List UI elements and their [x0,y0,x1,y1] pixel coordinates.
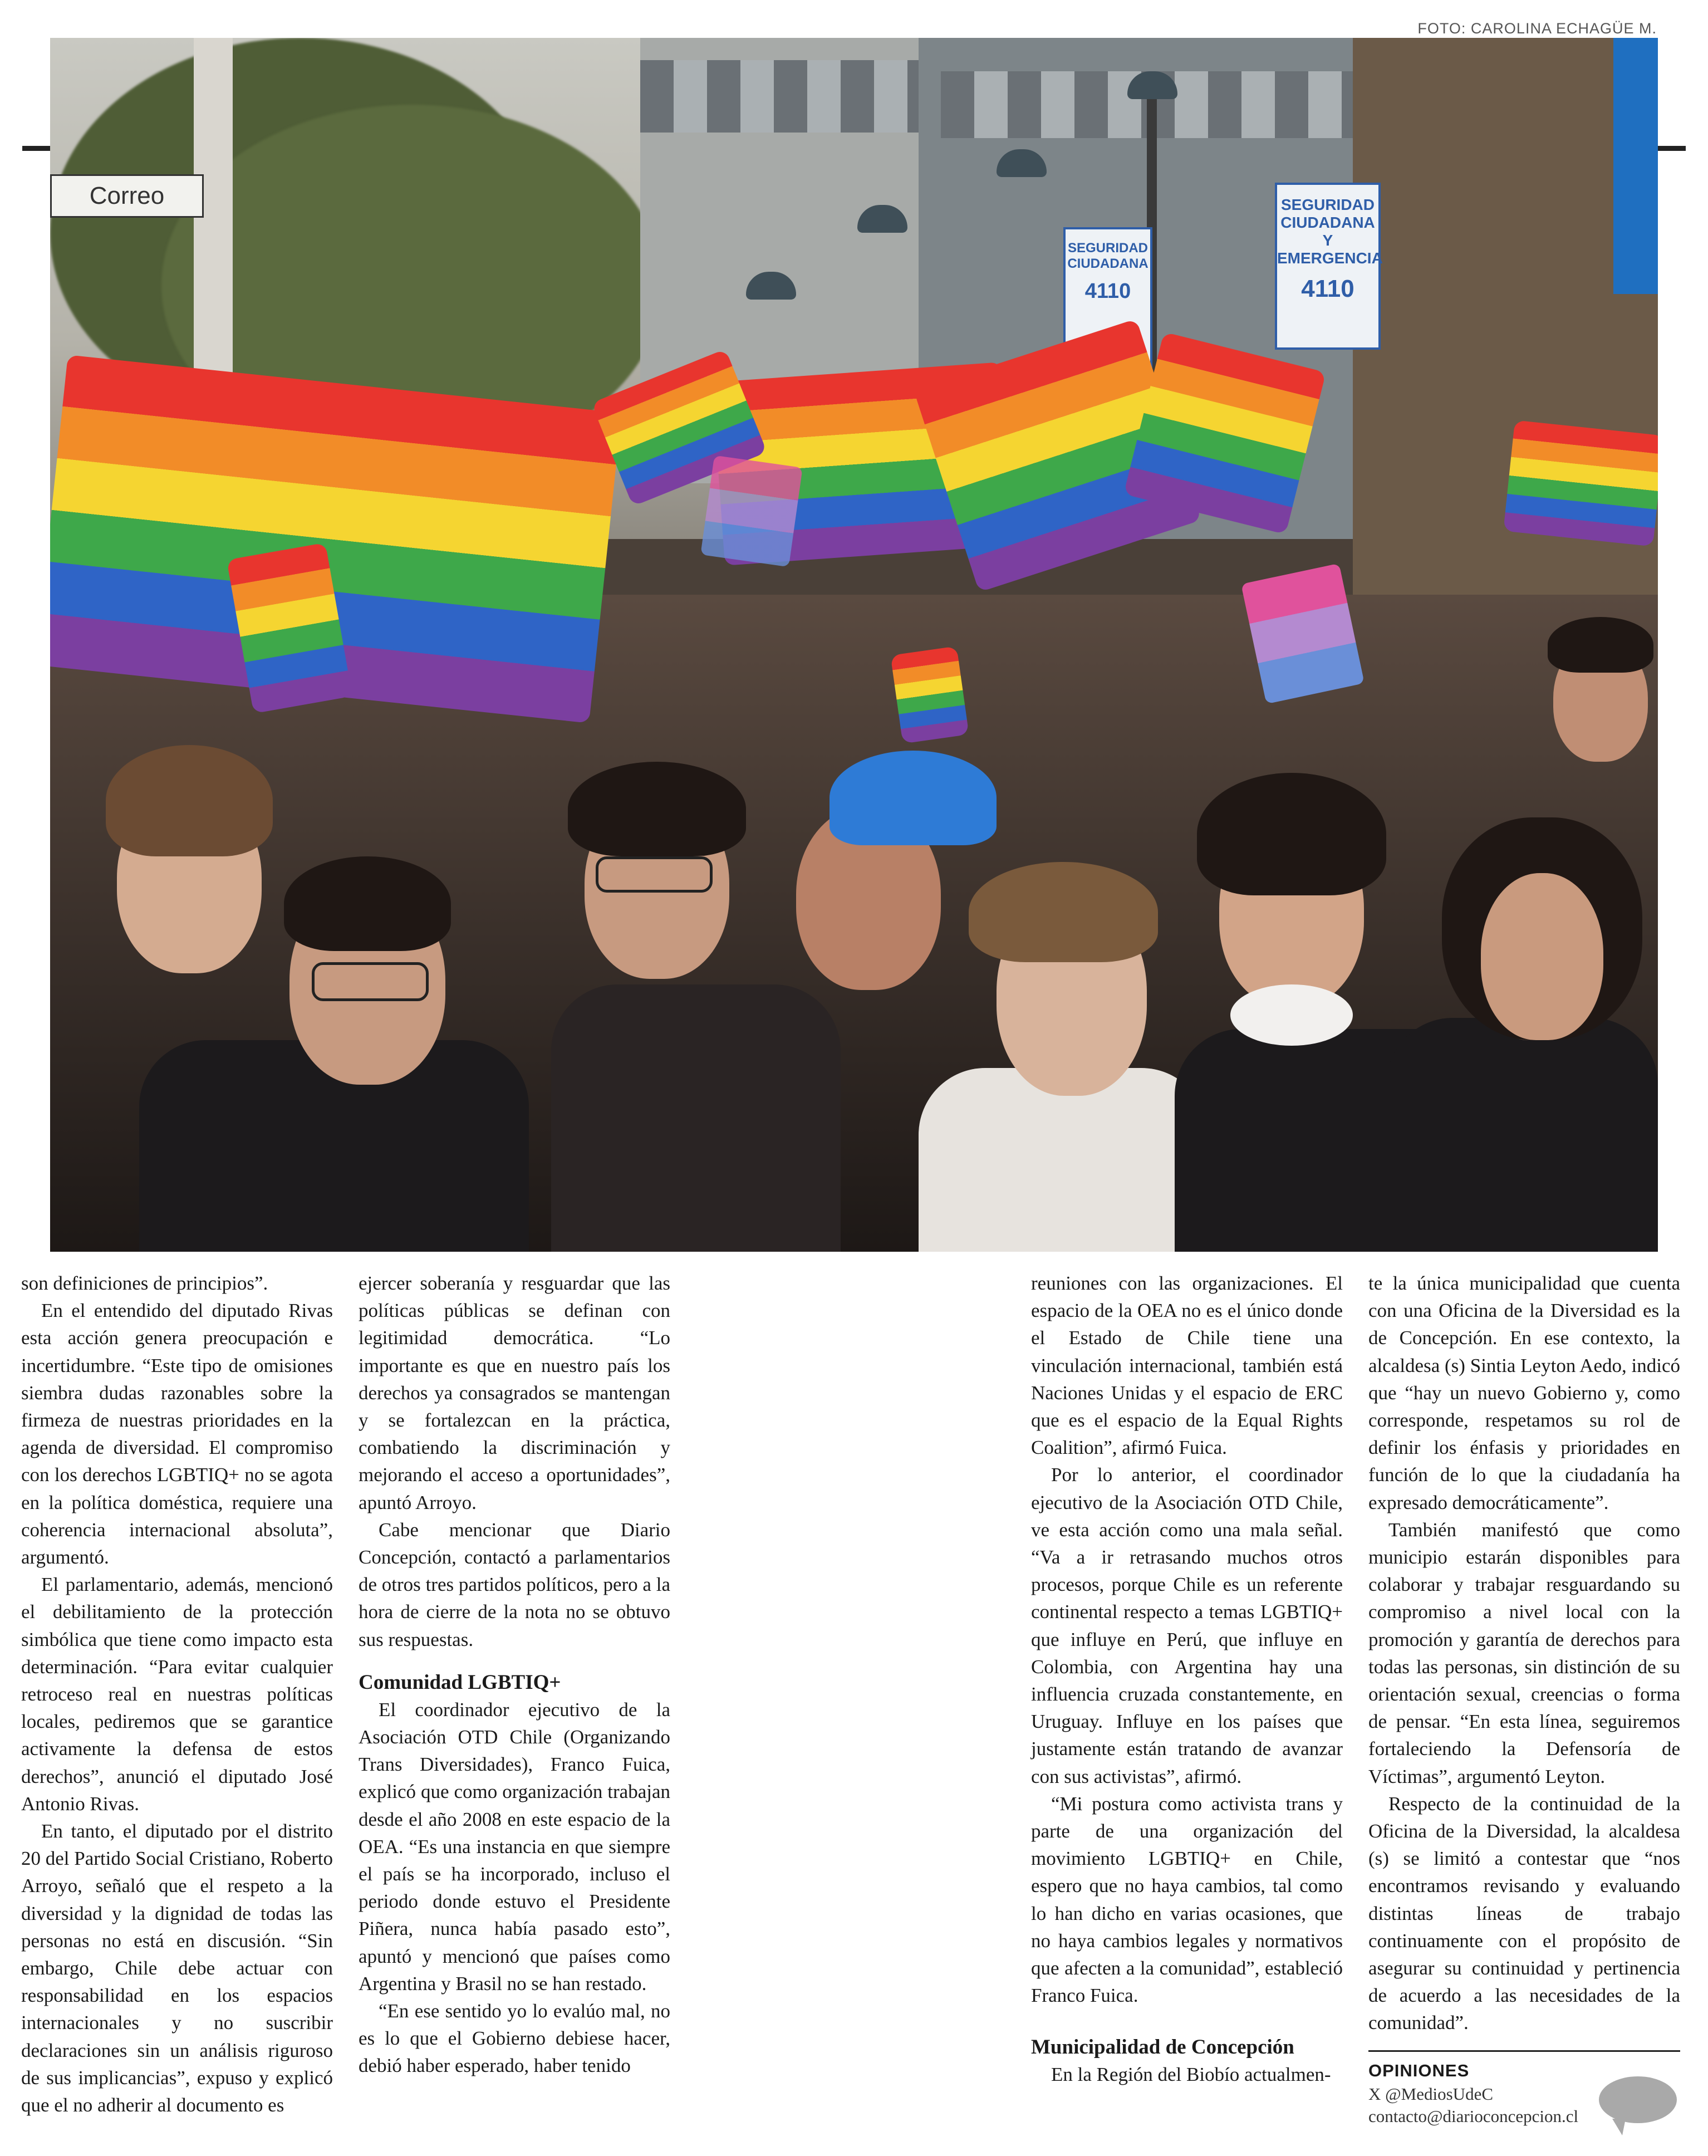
sign-board [1275,183,1381,350]
photo-credit: FOTO: CAROLINA ECHAGÜE M. [1417,20,1657,37]
rainbow-flag [1503,420,1658,546]
paragraph: El coordinador ejecutivo de la Asociación OTD Chile (Organizando Trans Diversidades), Franco Fuica, explicó que como organización trabajan desde el año 2008 en este espacio de la OEA. “Es una instancia en que siempre el país se ha incorporado, incluso el periodo donde estuvo el Presidente Piñera, nunca había pasado esto”, apuntó y mencionó que países como Argentina y Brasil no se han restado. [359,1698,670,1995]
sign-number: 4110 [1301,275,1354,302]
paragraph: El parlamentario, además, mencionó el debilitamiento de la protección simbólica que tiene como impacto esta determinación. “Para evitar cualquier retroceso real en nuestras políticas locales, pediremos que se garantice activamente la defensa de estos derechos”, anunció el diputado José Antonio Rivas. [21,1574,333,1815]
person-hair [106,745,273,856]
person-hair [568,762,746,856]
paragraph: Respecto de la continuidad de la Oficina de la Diversidad, la alcaldesa (s) se limitó a contestar que “nos encontramos revisando y evaluando distintas líneas de trabajo continuamente con el propósito de asegurar su continuidad y pertinencia de acuerdo a las necesidades de la comunidad”. [1368,1792,1680,2034]
opinions-box [1368,2050,1680,2135]
person-hair [284,856,451,951]
paragraph: ejercer soberanía y resguardar que las políticas públicas se definan con legitimidad democrática. “Lo importante es que en nuestro país los derechos ya consagrados se mantengan y se fortalezcan en la práctica, combatiendo la discriminación y mejorando el acceso a oportunidades”, apuntó Arroyo. [359,1272,670,1513]
text-column-1 [21,1270,333,2119]
subheading-comunidad: Comunidad LGBTIQ+ [359,1670,561,1694]
paragraph: “Mi postura como activista trans y parte de una organización del movimiento LGBTIQ+ en Chile, espero que no haya cambios, tal como lo han dicho en varias ocasiones, que no haya cambios legales y normativos que afecten a la comunidad”, estableció Franco Fuica. [1031,1792,1343,2007]
paragraph: En la Región del Biobío actualmen- [1051,2064,1331,2086]
text-column-4 [1368,1270,1680,2037]
paragraph: Por lo anterior, el coordinador ejecutivo de la Asociación OTD Chile, ve esta acción como una mala señal. “Va a ir retrasando muchos otros procesos, porque Chile es un referente continental respecto a temas LGBTIQ+ que influye en Perú, que influye en Colombia, con Argentina hay una influencia cruzada constantemente, en Uruguay. Influye en los países que justamente están tratando de avanzar con sus activistas”, afirmó. [1031,1464,1343,1787]
headphones [1230,984,1353,1046]
sign-number: 4110 [1084,280,1131,303]
rainbow-flag [890,646,969,743]
building-windows [640,60,919,133]
march-photo [50,38,1658,1252]
paragraph: reuniones con las organizaciones. El espacio de la OEA no es el único donde el Estado de Chile tiene una vinculación internacional, también está Naciones Unidas y el espacio de ERC que es el espacio de la Equal Rights Coalition”, afirmó Fuica. [1031,1272,1343,1459]
paragraph: Cabe mencionar que Diario Concepción, contactó a parlamentarios de otros tres partidos políticos, pero a la hora de cierre de la nota no se obtuvo sus respuestas. [359,1518,670,1650]
blue-beanie [830,751,997,845]
paragraph: “En ese sentido yo lo evalúo mal, no es lo que el Gobierno debiese hacer, debió haber esperado, haber tenido [359,2000,670,2077]
paragraph: En el entendido del diputado Rivas esta acción genera preocupación e incertidumbre. “Este tipo de omisiones siembra dudas razonables sobre la firmeza de nuestras prioridades en la agenda de diversidad. El compromiso con los derechos LGBTIQ+ no se agota en la política doméstica, requiere una coherencia internacional absoluta”, argumentó. [21,1300,333,1569]
rule-right [1658,146,1686,151]
contact-email[interactable]: contacto@diarioconcepcion.cl [1368,2106,1579,2126]
paragraph: También manifestó que como municipio estarán disponibles para colaborar y trabajar resguardando su compromiso a nivel local con la promoción y garantía de derechos para todas las personas, sin distinción de su orientación sexual, creencias o forma de pensar. “En esta línea, seguiremos fortaleciendo la Defensoría de Víctimas”, argumentó Leyton. [1368,1518,1680,1787]
person-body [551,984,841,1252]
person-glasses [596,856,713,893]
person-hair [969,862,1158,962]
blue-banner [1613,38,1658,294]
paragraph: son definiciones de principios”. [21,1272,268,1294]
speech-bubble-icon [1599,2076,1677,2123]
person-head [1481,873,1603,1040]
opinions-title: OPINIONES [1368,2061,1470,2080]
pride-flag [700,455,802,567]
paragraph: En tanto, el diputado por el distrito 20 del Partido Social Cristiano, Roberto Arroyo, señaló que el respeto a la diversidad y la dignidad de todas las personas no está en discusión. “Sin embargo, Chile debe actuar con responsabilidad en los espacios internacionales y no suscribir declaraciones sin un análisis riguroso de sus implicancias”, expuso y explicó que el no adherir al documento es [21,1820,333,2116]
person-hair [1548,617,1653,673]
rule-left [22,146,50,151]
person-glasses [312,962,429,1001]
person-hair [1197,773,1386,895]
subheading-municipalidad: Municipalidad de Concepción [1031,2036,1294,2059]
text-column-2 [359,1270,670,2080]
sign-text: SEGURIDAD CIUDADANA [1067,241,1149,271]
street-sign: Correo [50,174,204,218]
sign-text: SEGURIDAD CIUDADANA Y EMERGENCIA [1277,196,1383,267]
paragraph: te la única municipalidad que cuenta con una Oficina de la Diversidad es la de Concepción. En ese contexto, la alcaldesa (s) Sintia Leyton Aedo, indicó que “hay un nuevo Gobierno y, como corresponde, respetamos su rol de definir los énfasis y prioridades en función de lo que la ciudadanía ha expresado democráticamente”. [1368,1272,1680,1513]
text-column-3 [1031,1270,1343,2089]
social-handle[interactable]: X @MediosUdeC [1368,2084,1494,2104]
person-body [1386,1018,1658,1252]
